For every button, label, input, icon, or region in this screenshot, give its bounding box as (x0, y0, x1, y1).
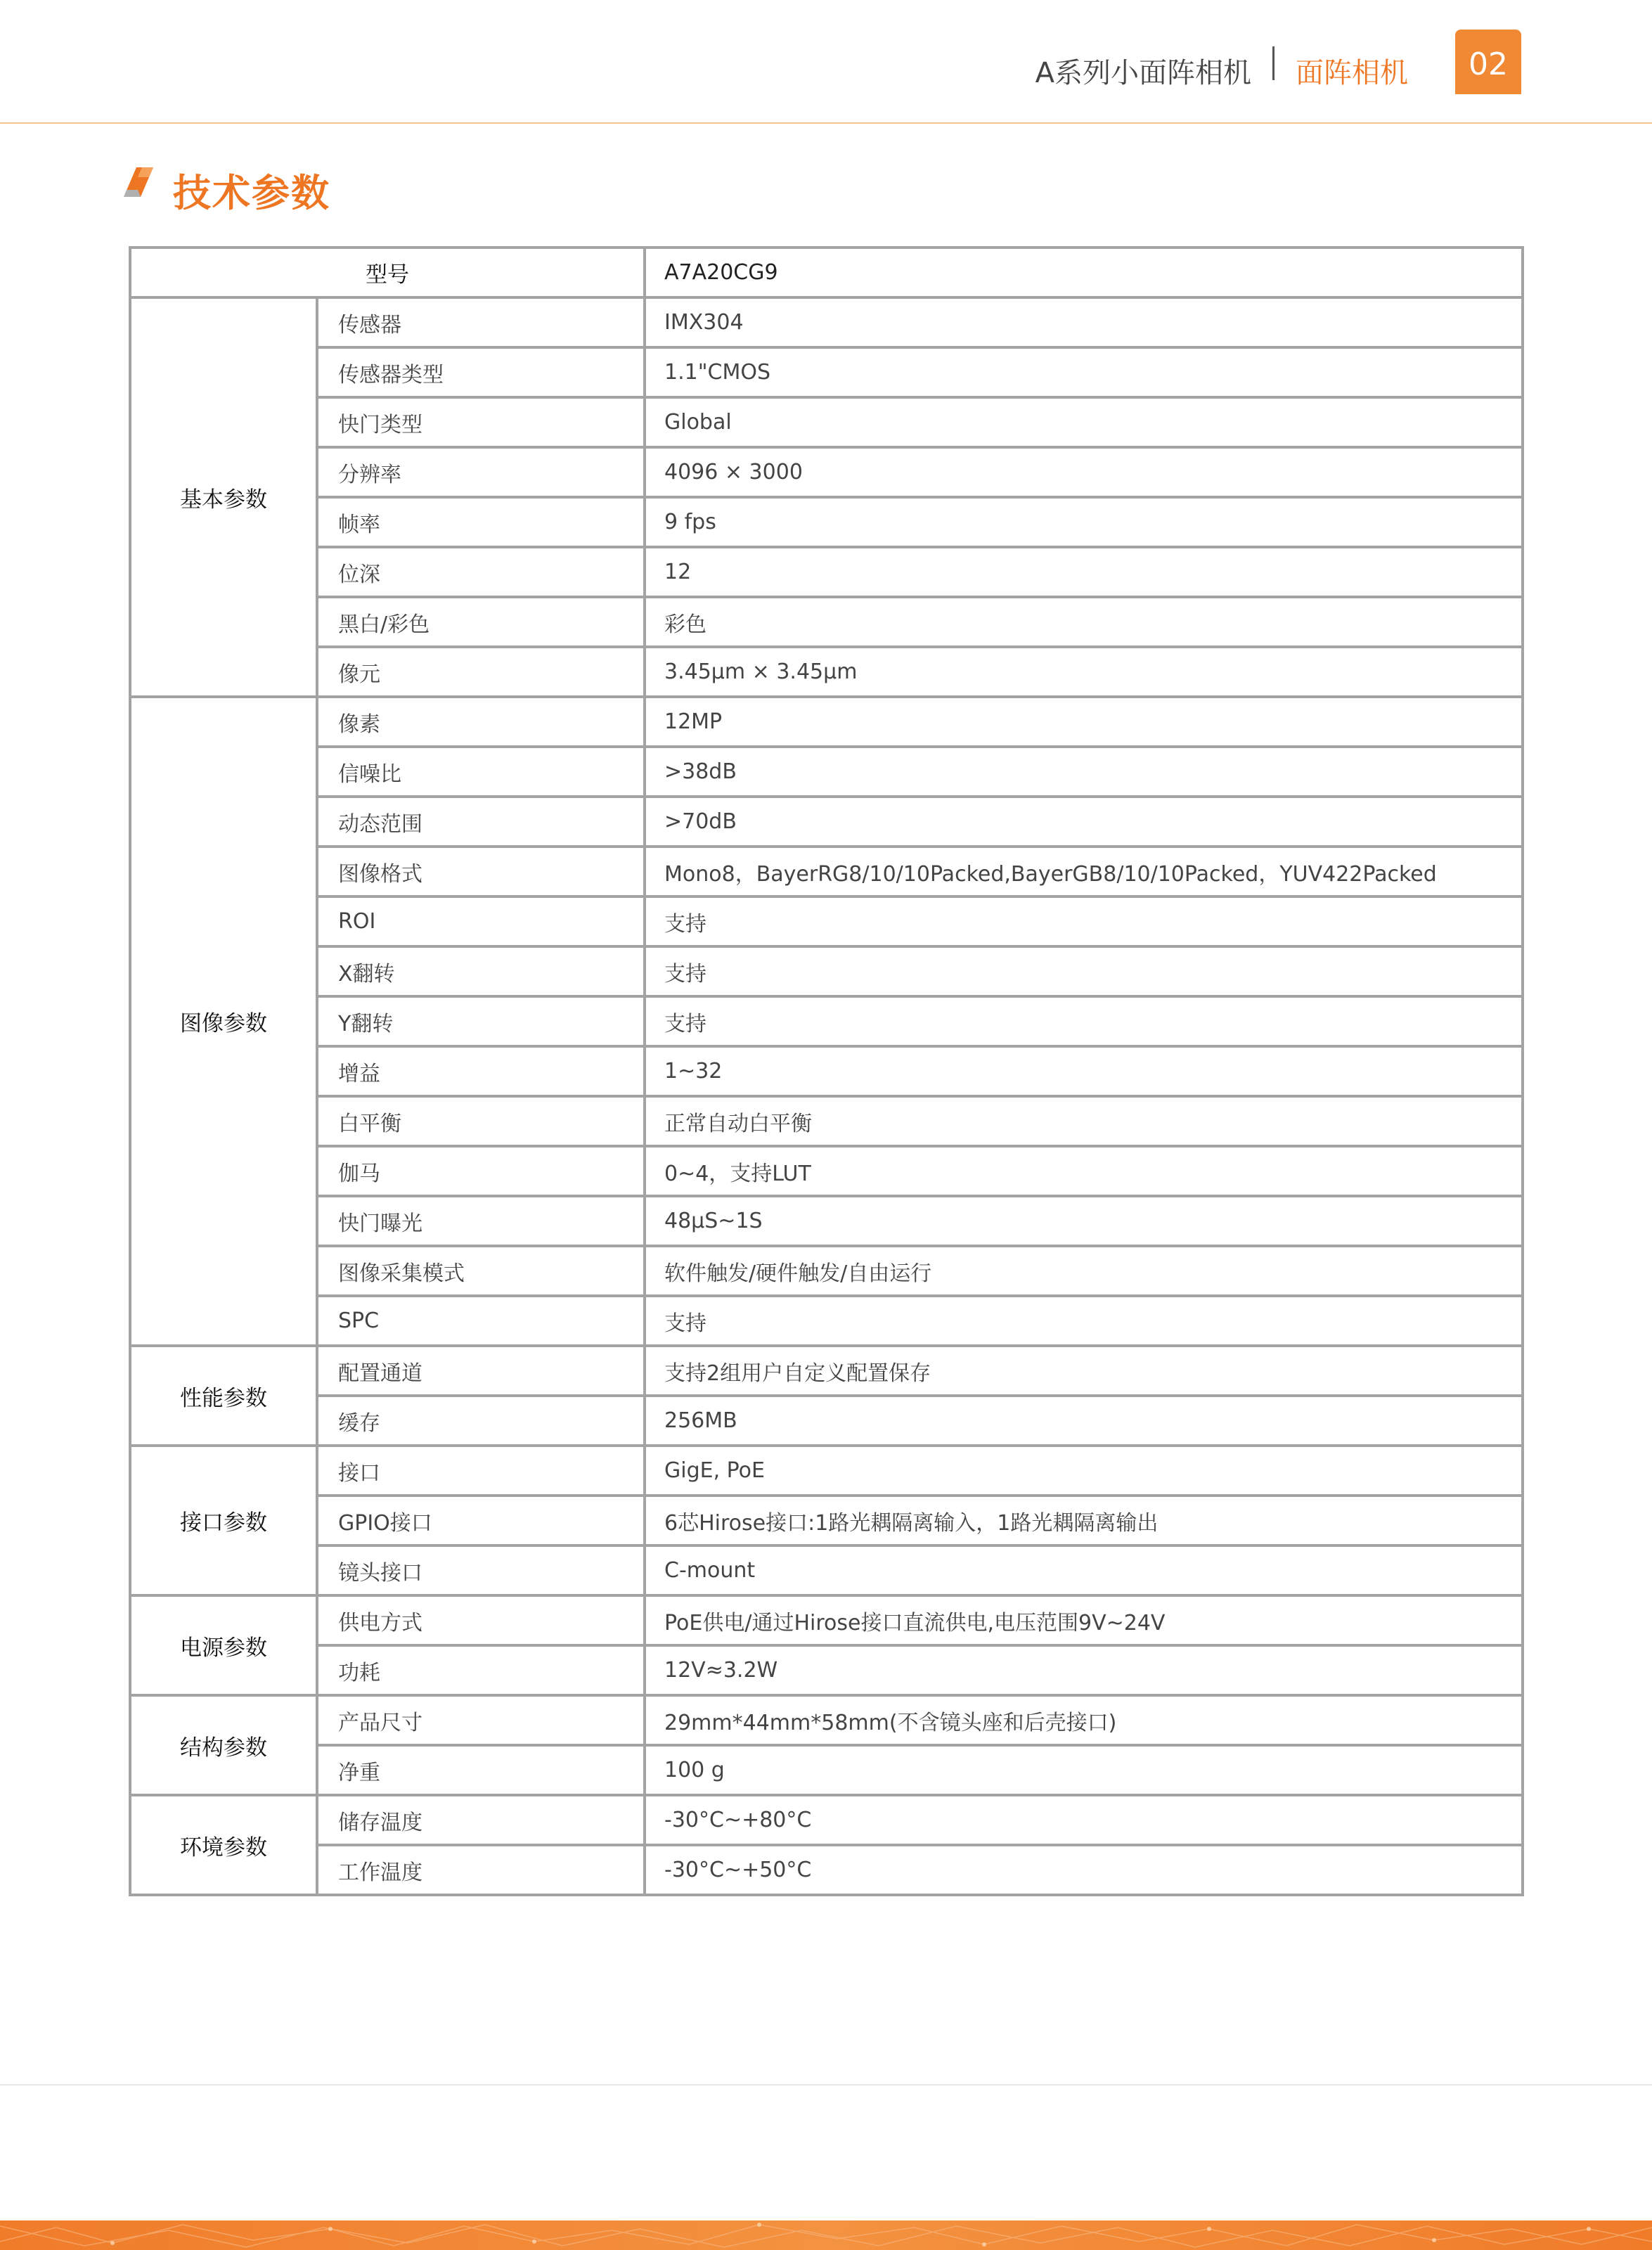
param-value: 支持 (645, 1296, 1523, 1346)
param-value: 彩色 (645, 597, 1523, 647)
spec-row (130, 347, 1523, 397)
spec-row (130, 1545, 1523, 1595)
param-value: >70dB (645, 797, 1523, 847)
param-value: Global (645, 397, 1523, 447)
group-label: 环境参数 (130, 1795, 317, 1895)
model-label: 型号 (130, 248, 645, 297)
param-name: ROI (317, 896, 645, 946)
param-value: C-mount (645, 1545, 1523, 1595)
spec-row (130, 847, 1523, 896)
param-name: 像元 (317, 647, 645, 697)
param-name: Y翻转 (317, 996, 645, 1046)
slash-stripe-icon (121, 166, 156, 198)
spec-row (130, 697, 1523, 747)
param-value: 100 g (645, 1745, 1523, 1795)
series-title: A系列小面阵相机 (1035, 57, 1251, 89)
param-name: 位深 (317, 547, 645, 597)
param-name: X翻转 (317, 946, 645, 996)
param-name: 快门类型 (317, 397, 645, 447)
spec-row (130, 946, 1523, 996)
param-name: 传感器类型 (317, 347, 645, 397)
header-divider (1272, 46, 1275, 80)
model-value: A7A20CG9 (645, 248, 1523, 297)
param-name: 快门曝光 (317, 1196, 645, 1246)
param-value: -30°C~+80°C (645, 1795, 1523, 1845)
spec-row (130, 1845, 1523, 1895)
param-value: 4096 × 3000 (645, 447, 1523, 497)
param-name: 接口 (317, 1446, 645, 1496)
param-value: -30°C~+50°C (645, 1845, 1523, 1895)
spec-row (130, 647, 1523, 697)
spec-row (130, 1595, 1523, 1645)
param-value: 1.1"CMOS (645, 347, 1523, 397)
param-name: SPC (317, 1296, 645, 1346)
spec-row (130, 447, 1523, 497)
group-label: 接口参数 (130, 1446, 317, 1595)
spec-row (130, 1246, 1523, 1296)
param-name: 伽马 (317, 1146, 645, 1196)
param-value: 3.45μm × 3.45μm (645, 647, 1523, 697)
param-name: 镜头接口 (317, 1545, 645, 1595)
param-name: 白平衡 (317, 1096, 645, 1146)
param-value: 支持 (645, 946, 1523, 996)
param-name: 图像采集模式 (317, 1246, 645, 1296)
spec-row (130, 1196, 1523, 1246)
page-header (0, 0, 1652, 123)
param-name: 配置通道 (317, 1346, 645, 1396)
spec-row (130, 597, 1523, 647)
param-value: 12V≈3.2W (645, 1645, 1523, 1695)
param-value: 1~32 (645, 1046, 1523, 1096)
param-value: GigE, PoE (645, 1446, 1523, 1496)
param-name: 工作温度 (317, 1845, 645, 1895)
param-value: >38dB (645, 747, 1523, 797)
spec-row (130, 1346, 1523, 1396)
param-value: 12 (645, 547, 1523, 597)
spec-row (130, 1046, 1523, 1096)
section-title: 技术参数 (173, 171, 330, 215)
param-name: 帧率 (317, 497, 645, 547)
param-value: PoE供电/通过Hirose接口直流供电,电压范围9V~24V (645, 1595, 1523, 1645)
footer-bar (0, 2220, 1652, 2250)
group-label: 性能参数 (130, 1346, 317, 1446)
group-label: 电源参数 (130, 1595, 317, 1695)
spec-table (129, 246, 1524, 1896)
param-name: 动态范围 (317, 797, 645, 847)
spec-row (130, 1396, 1523, 1446)
model-row (130, 248, 1523, 297)
spec-row (130, 1496, 1523, 1545)
param-name: 储存温度 (317, 1795, 645, 1845)
param-value: 支持2组用户自定义配置保存 (645, 1346, 1523, 1396)
spec-row (130, 996, 1523, 1046)
param-value: 12MP (645, 697, 1523, 747)
param-value: 支持 (645, 996, 1523, 1046)
param-value: 29mm*44mm*58mm(不含镜头座和后壳接口) (645, 1695, 1523, 1745)
spec-row (130, 1745, 1523, 1795)
spec-row (130, 297, 1523, 347)
param-value: 48μS~1S (645, 1196, 1523, 1246)
param-value: 9 fps (645, 497, 1523, 547)
param-name: 信噪比 (317, 747, 645, 797)
spec-row (130, 1446, 1523, 1496)
spec-row (130, 1096, 1523, 1146)
param-name: 产品尺寸 (317, 1695, 645, 1745)
param-name: 缓存 (317, 1396, 645, 1446)
spec-row (130, 1645, 1523, 1695)
param-name: 功耗 (317, 1645, 645, 1695)
category-title: 面阵相机 (1296, 57, 1408, 89)
spec-row (130, 747, 1523, 797)
spec-row (130, 547, 1523, 597)
param-name: GPIO接口 (317, 1496, 645, 1545)
param-name: 像素 (317, 697, 645, 747)
param-name: 分辨率 (317, 447, 645, 497)
param-name: 图像格式 (317, 847, 645, 896)
param-value: 软件触发/硬件触发/自由运行 (645, 1246, 1523, 1296)
page-number-badge: 02 (1455, 30, 1521, 94)
group-label: 图像参数 (130, 697, 317, 1346)
header-rule (0, 122, 1652, 124)
spec-row (130, 797, 1523, 847)
spec-row (130, 1146, 1523, 1196)
group-label: 结构参数 (130, 1695, 317, 1795)
spec-row (130, 497, 1523, 547)
spec-row (130, 1695, 1523, 1745)
param-value: 256MB (645, 1396, 1523, 1446)
spec-row (130, 1296, 1523, 1346)
param-name: 增益 (317, 1046, 645, 1096)
param-value: IMX304 (645, 297, 1523, 347)
param-name: 供电方式 (317, 1595, 645, 1645)
param-value: 支持 (645, 896, 1523, 946)
param-value: Mono8，BayerRG8/10/10Packed,BayerGB8/10/10Packed，YUV422Packed (645, 847, 1523, 896)
param-value: 正常自动白平衡 (645, 1096, 1523, 1146)
group-label: 基本参数 (130, 297, 317, 697)
spec-row (130, 1795, 1523, 1845)
footer-rule (0, 2084, 1652, 2085)
param-value: 0~4，支持LUT (645, 1146, 1523, 1196)
param-name: 净重 (317, 1745, 645, 1795)
param-value: 6芯Hirose接口:1路光耦隔离输入，1路光耦隔离输出 (645, 1496, 1523, 1545)
param-name: 黑白/彩色 (317, 597, 645, 647)
spec-row (130, 397, 1523, 447)
param-name: 传感器 (317, 297, 645, 347)
footer-network-pattern (0, 2220, 1652, 2250)
spec-row (130, 896, 1523, 946)
